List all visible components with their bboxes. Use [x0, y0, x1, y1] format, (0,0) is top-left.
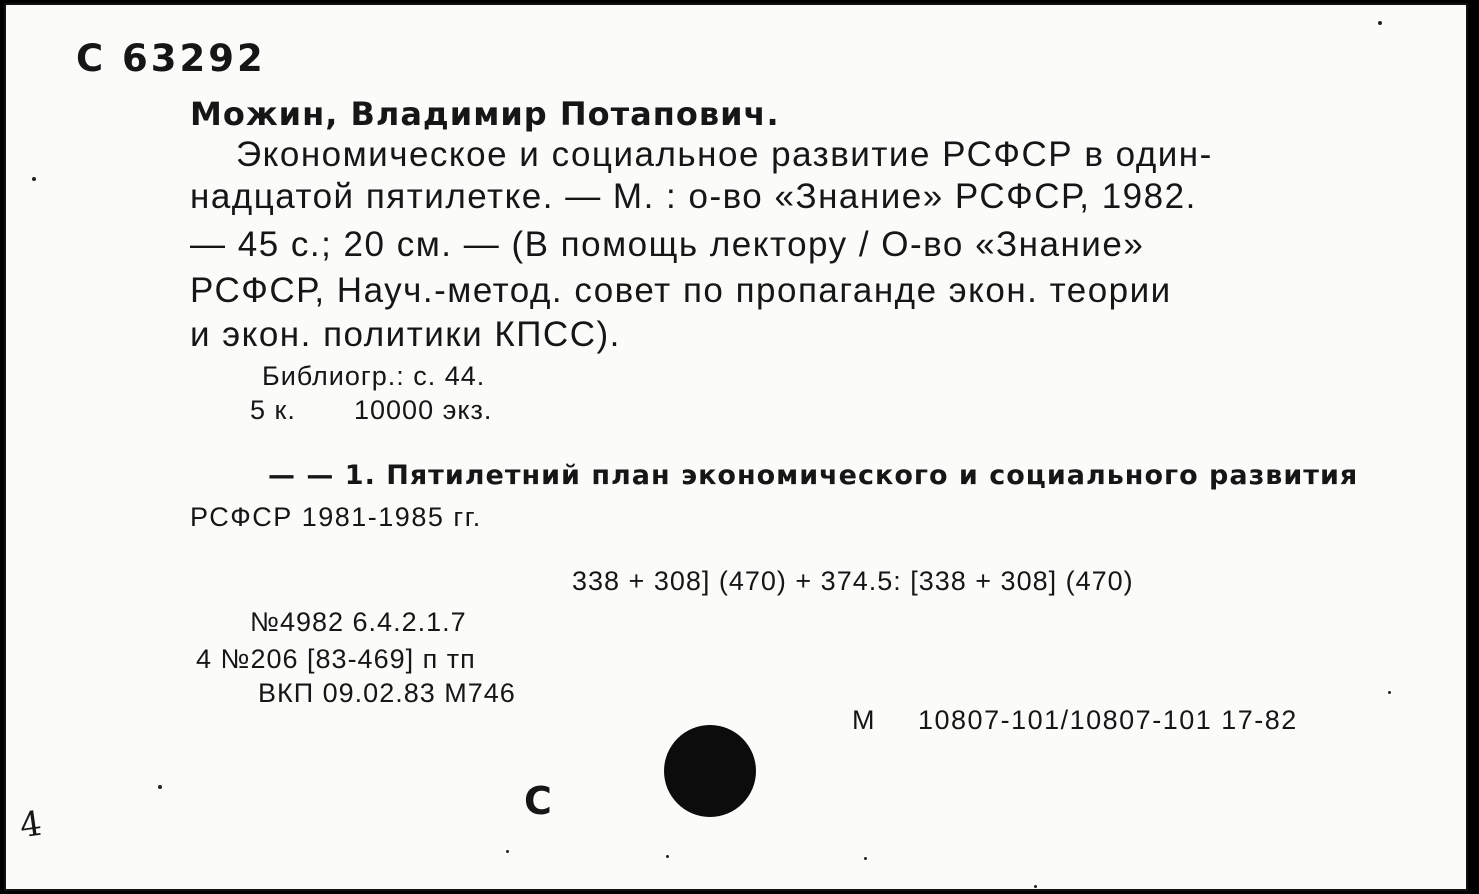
m-code-line: [852, 705, 1298, 736]
price-line: [250, 395, 492, 426]
speck: [864, 857, 867, 860]
author-heading: Можин, Владимир Потапович.: [190, 95, 780, 133]
subject-heading-line-2: РСФСР 1981-1985 гг.: [190, 502, 482, 532]
m-code-letter: М: [852, 705, 876, 735]
description-line-4: РСФСР, Науч.-метод. совет по пропаганде экон. теории: [190, 271, 1172, 310]
classification-index: 338 + 308] (470) + 374.5: [338 + 308] (470): [572, 566, 1134, 596]
print-run: 10000 экз.: [354, 395, 493, 425]
speck: [666, 855, 669, 858]
speck: [1388, 691, 1391, 694]
speck: [1034, 885, 1037, 888]
bibliography-note: Библиогр.: с. 44.: [262, 361, 486, 391]
m-code-number: 10807-101/10807-101 17-82: [918, 705, 1298, 735]
description-line-5: и экон. политики КПСС).: [190, 315, 621, 354]
speck: [506, 850, 509, 853]
speck: [32, 177, 36, 181]
stamp-letter: С: [524, 779, 552, 823]
subject-heading-line-1: — — 1. Пятилетний план экономического и социального развития: [268, 460, 1359, 491]
description-line-1: Экономическое и социальное развитие РСФСР в один-: [236, 135, 1213, 174]
description-line-3: — 45 с.; 20 см. — (В помощь лектору / О-во «Знание»: [190, 225, 1145, 264]
catalog-line-2: 4 №206 [83-469] п тп: [196, 644, 476, 674]
punch-hole-dot: [664, 725, 756, 817]
description-line-2: надцатой пятилетке. — М. : о-во «Знание» РСФСР, 1982.: [190, 177, 1197, 216]
catalog-line-1: №4982 6.4.2.1.7: [250, 607, 467, 637]
price: 5 к.: [250, 395, 296, 425]
speck: [158, 785, 162, 789]
catalog-card: [4, 3, 1468, 891]
catalog-line-3: ВКП 09.02.83 М746: [258, 678, 516, 708]
call-number: С 63292: [76, 37, 266, 80]
handwritten-mark: 4: [17, 803, 45, 847]
speck: [1378, 21, 1382, 25]
